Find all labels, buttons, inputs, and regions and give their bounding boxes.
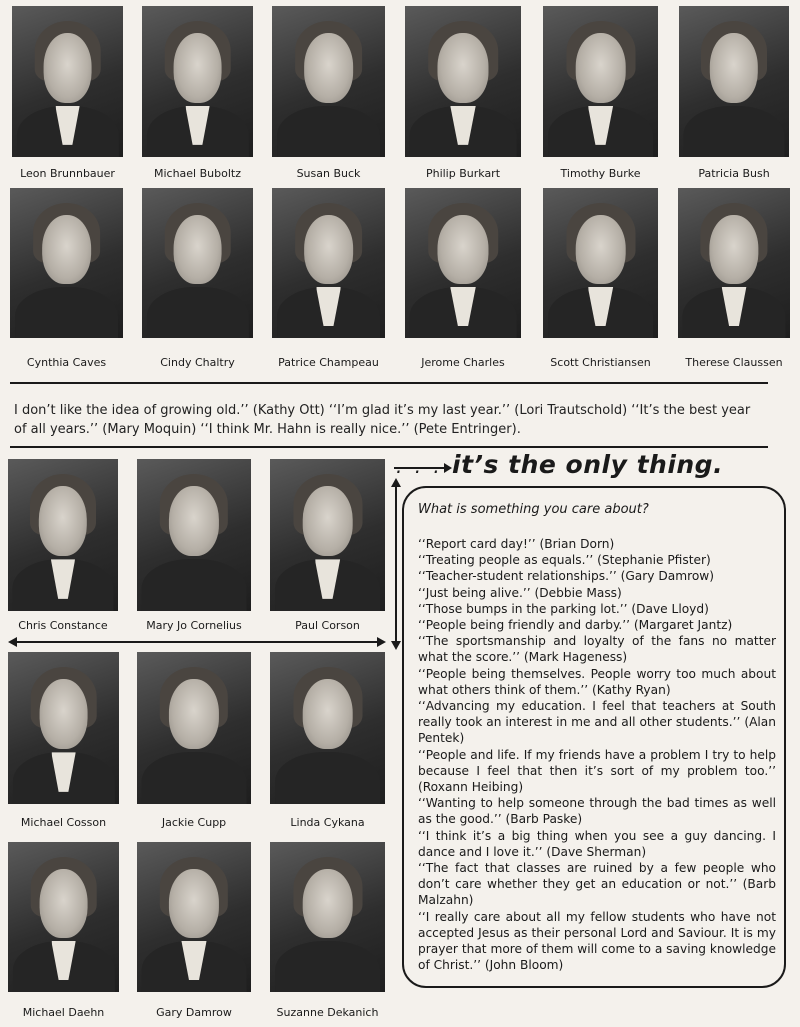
- bottom-divider: [10, 446, 768, 448]
- caption-therese-claussen: Therese Claussen: [685, 356, 783, 369]
- caption-suzanne-dekanich: Suzanne Dekanich: [276, 1006, 379, 1019]
- feature-answers: [418, 536, 776, 973]
- portrait-cynthia-caves: [10, 188, 123, 338]
- portrait-timothy-burke: [543, 6, 658, 157]
- caption-scott-christiansen: Scott Christiansen: [550, 356, 651, 369]
- caption-susan-buck: Susan Buck: [296, 167, 361, 180]
- quotes-line-1: I don’t like the idea of growing old.’’ (Kathy Ott) ‘‘I’m glad it’s my last year.’’ (Lori Trautschold) ‘‘It’s the best year: [14, 403, 751, 418]
- caption-michael-cosson: Michael Cosson: [20, 816, 107, 829]
- answer-item: ‘‘Teacher-student relationships.’’ (Gary Damrow): [418, 569, 714, 584]
- caption-leon-brunnbauer: Leon Brunnbauer: [20, 167, 115, 180]
- caption-linda-cykana: Linda Cykana: [290, 816, 365, 829]
- caption-mary-jo-cornelius: Mary Jo Cornelius: [146, 619, 242, 632]
- top-divider: [10, 382, 768, 384]
- portrait-therese-claussen: [678, 188, 790, 338]
- portrait-suzanne-dekanich: [270, 842, 385, 992]
- answer-item: ‘‘Wanting to help someone through the bad times as well as the good.’’ (Barb Paske): [418, 796, 776, 827]
- quotes-line-2: of all years.’’ (Mary Moquin) ‘‘I think Mr. Hahn is really nice.’’ (Pete Entringer).: [14, 422, 521, 437]
- portrait-paul-corson: [270, 459, 385, 611]
- portrait-susan-buck: [272, 6, 385, 157]
- portrait-mary-jo-cornelius: [137, 459, 251, 611]
- headline-text: it’s the only thing.: [452, 450, 724, 479]
- portrait-leon-brunnbauer: [12, 6, 123, 157]
- portrait-chris-constance: [8, 459, 118, 611]
- caption-paul-corson: Paul Corson: [295, 619, 360, 632]
- caption-gary-damrow: Gary Damrow: [156, 1006, 232, 1019]
- answer-item: ‘‘Just being alive.’’ (Debbie Mass): [418, 585, 622, 600]
- caption-jackie-cupp: Jackie Cupp: [161, 816, 227, 829]
- caption-cindy-chaltry: Cindy Chaltry: [160, 356, 235, 369]
- arrow-horizontal-icon: [8, 634, 386, 650]
- answer-item: ‘‘Treating people as equals.’’ (Stephanie Pfister): [418, 553, 711, 568]
- portrait-linda-cykana: [270, 652, 385, 804]
- answer-item: ‘‘The fact that classes are ruined by a few people who don’t care whether they get an education or not.’’ (Barb Malzahn): [418, 861, 776, 908]
- answer-item: ‘‘Those bumps in the parking lot.’’ (Dave Lloyd): [418, 601, 709, 616]
- portrait-michael-cosson: [8, 652, 119, 804]
- caption-timothy-burke: Timothy Burke: [560, 167, 641, 180]
- caption-patrice-champeau: Patrice Champeau: [278, 356, 379, 369]
- portrait-philip-burkart: [405, 6, 521, 157]
- portrait-gary-damrow: [137, 842, 251, 992]
- portrait-michael-daehn: [8, 842, 119, 992]
- answer-item: ‘‘I really care about all my fellow students who have not accepted Jesus as their personal Lord and Saviour. It is my prayer that more of them will come to a saving knowledge of Christ.’’ (John Bloom): [418, 909, 776, 973]
- answer-item: ‘‘Report card day!’’ (Brian Dorn): [418, 537, 615, 551]
- feature-headline: [396, 450, 723, 479]
- caption-patricia-bush: Patricia Bush: [698, 167, 770, 180]
- caption-jerome-charles: Jerome Charles: [421, 356, 505, 369]
- headline-dots: . . .: [396, 454, 443, 478]
- portrait-michael-buboltz: [142, 6, 253, 157]
- answer-item: ‘‘I think it’s a big thing when you see a guy dancing. I dance and I love it.’’ (Dave Sherman): [418, 828, 776, 859]
- caption-michael-daehn: Michael Daehn: [22, 1006, 105, 1019]
- answer-item: ‘‘People being themselves. People worry too much about what others think of them.’’ (Kathy Ryan): [418, 666, 776, 697]
- caption-chris-constance: Chris Constance: [18, 619, 108, 632]
- caption-cynthia-caves: Cynthia Caves: [26, 356, 107, 369]
- answer-item: ‘‘People being friendly and darby.’’ (Margaret Jantz): [418, 618, 733, 633]
- portrait-jackie-cupp: [137, 652, 251, 804]
- feature-question: What is something you care about?: [418, 502, 649, 517]
- answer-item: ‘‘Advancing my education. I feel that teachers at South really took an interest in me and all other students.’’ (Alan Pentek): [418, 699, 776, 746]
- portrait-cindy-chaltry: [142, 188, 253, 338]
- portrait-patricia-bush: [679, 6, 789, 157]
- portrait-patrice-champeau: [272, 188, 385, 338]
- caption-philip-burkart: Philip Burkart: [425, 167, 501, 180]
- caption-michael-buboltz: Michael Buboltz: [153, 167, 241, 180]
- feature-panel: [402, 486, 786, 988]
- portrait-jerome-charles: [405, 188, 521, 338]
- answer-item: ‘‘The sportsmanship and loyalty of the fans no matter what the score.’’ (Mark Hageness): [418, 634, 776, 665]
- portrait-scott-christiansen: [543, 188, 658, 338]
- answer-item: ‘‘People and life. If my friends have a problem I try to help because I feel that then it’s sort of my problem too.’’ (Roxann Heibing): [418, 747, 776, 795]
